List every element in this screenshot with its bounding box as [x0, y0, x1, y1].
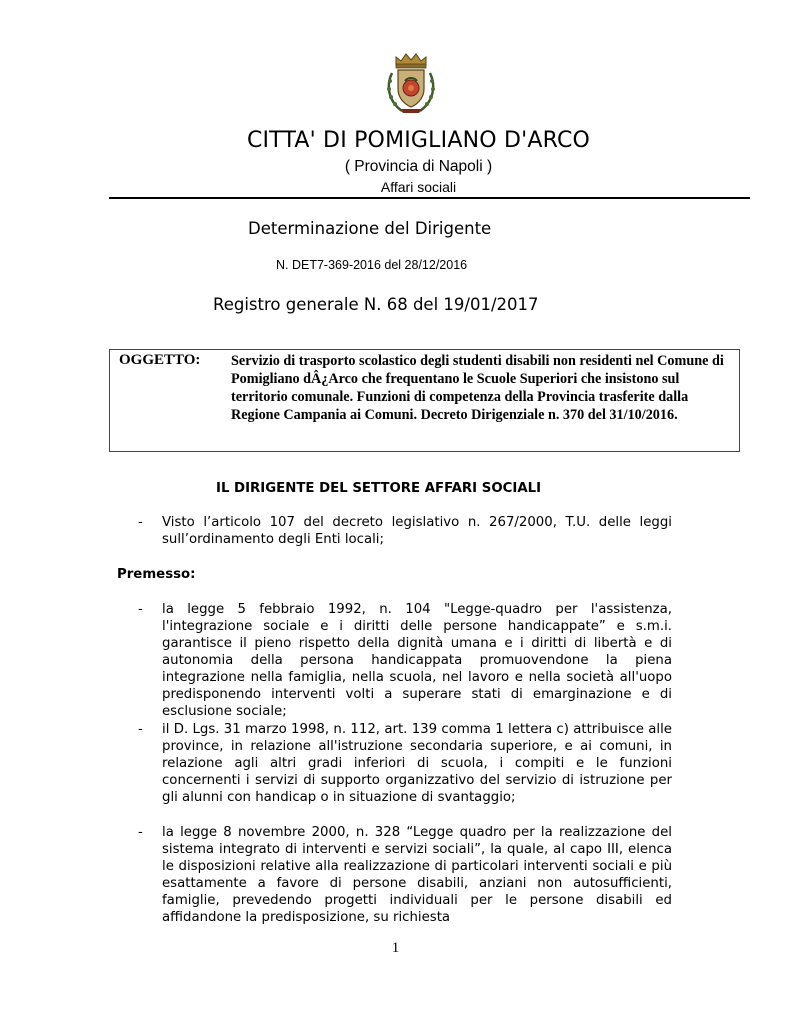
header-divider	[109, 197, 750, 199]
list-item: la legge 8 novembre 2000, n. 328 “Legge quadro per la realizzazione del sistema integrato di interventi e servizi sociali”, la quale, al capo III, elenca le disposizioni relative alla realizzazione di particolari interventi sociali e più esattamente a favore di persone disabili, anziani non autosufficienti, famiglie, prevedendo progetti individuali per le persone disabili ed affidandone la predisposizione, su richiesta	[162, 825, 672, 925]
subject-box	[109, 349, 740, 452]
city-title: CITTA' DI POMIGLIANO D'ARCO	[246, 128, 591, 153]
page-number: 1	[391, 940, 400, 956]
department-name: Affari sociali	[380, 179, 457, 195]
subject-text: Servizio di trasporto scolastico degli studenti disabili non residenti nel Comune di Pomigliano dÂ¿Arco che frequentano le Scuole Superiori che insistono sul territorio comunale. Funzioni di competenza della Provincia trasferite dalla Regione Campania ai Comuni. Decreto Dirigenziale n. 370 del 31/10/2016.	[231, 353, 724, 423]
list-bullet: -	[138, 722, 143, 737]
premesso-label: Premesso:	[117, 567, 196, 582]
subject-label: OGGETTO:	[119, 352, 201, 368]
general-register: Registro generale N. 68 del 19/01/2017	[213, 295, 539, 314]
list-bullet: -	[138, 825, 143, 840]
province-subtitle: ( Provincia di Napoli )	[344, 158, 493, 175]
list-item: la legge 5 febbraio 1992, n. 104 "Legge-quadro per l'assistenza, l'integrazione sociale e i diritti delle persone handicappate” e s.m.i. garantisce il pieno rispetto della dignità umana e i diritti di libertà e di autonomia della persona handicappata promuovendone la piena integrazione nella famiglia, nella scuola, nel lavoro e nella società all'uopo predisponendo interventi volti a superare stati di emarginazione e di esclusione sociale;	[162, 602, 672, 719]
city-crest-icon	[384, 51, 438, 115]
list-bullet: -	[138, 602, 143, 617]
list-item: Visto l’articolo 107 del decreto legislativo n. 267/2000, T.U. delle leggi sull’ordinamento degli Enti locali;	[162, 515, 672, 547]
list-bullet: -	[138, 515, 143, 530]
list-item: il D. Lgs. 31 marzo 1998, n. 112, art. 139 comma 1 lettera c) attribuisce alle province, in relazione all'istruzione secondaria superiore, e ai comuni, in relazione agli altri gradi inferiori di scuola, i compiti e le funzioni concernenti i servizi di supporto organizzativo del servizio di istruzione per gli alunni con handicap o in situazione di svantaggio;	[162, 722, 672, 805]
document-type: Determinazione del Dirigente	[248, 219, 492, 238]
document-number: N. DET7-369-2016 del 28/12/2016	[276, 258, 468, 272]
section-heading: IL DIRIGENTE DEL SETTORE AFFARI SOCIALI	[216, 481, 542, 496]
